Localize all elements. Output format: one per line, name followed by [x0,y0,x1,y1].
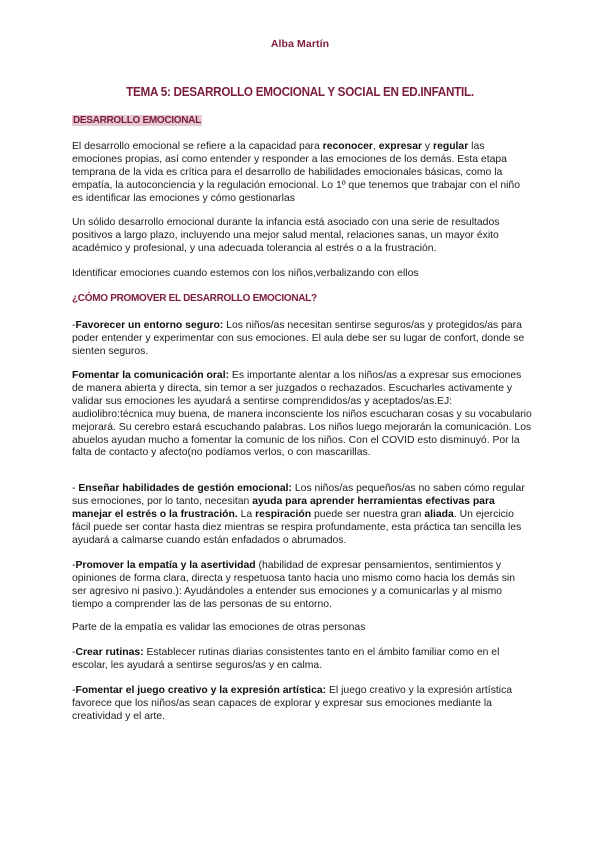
list-item-entorno-seguro: -Favorecer un entorno seguro: Los niños/as necesitan sentirse seguros/as y protegidos/as para poder entender y experimentar con sus emociones. El aula debe ser su lugar de confort, donde se sienten seguros. [72,320,525,357]
list-item-crear-rutinas: -Crear rutinas: Establecer rutinas diarias consistentes tanto en el ámbito familiar como en el escolar, les ayudará a sentirse seguros/as y en calma. [72,647,500,671]
list-item-comunicacion-oral: Fomentar la comunicación oral: Es importante alentar a los niños/as a expresar sus emociones de manera abierta y directa, sin temor a ser juzgados o rechazados. Escucharles activamente y validar sus emociones les ayudará a sentirse comprendidos/as y aceptados/as.EJ: audiolibro:técnica muy buena, de manera inconsciente los niños escucharan cosas y su vocabulario mejorará. Su cerebro estará escuchando palabras. Los niños luego mejorarán la comunicación. Los abuelos ayudan mucho a fomentar la comunic de los niños. Con el COVID esto disminuyó. Por la falta de contacto y afecto(no podíamos verlos, o con mascarillas. [72,370,532,459]
list-item-empatia-asertividad: -Promover la empatía y la asertividad (habilidad de expresar pensamientos, sentimientos y opiniones de forma clara, directa y respetuosa tanto hacia uno mismo como hacia los demás sin ser agresivo ni pasivo.): Ayudándoles a entender sus emociones y a comunicarlas y al mismo tiempo a comprender las de las personas de su entorno. [72,560,515,610]
author-header: Alba Martín [270,38,330,50]
paragraph-empathy-note: Parte de la empatía es validar las emociones de otras personas [72,622,366,633]
section-heading-text: DESARROLLO EMOCIONAL [73,115,201,126]
section-heading-promover: ¿CÓMO PROMOVER EL DESARROLLO EMOCIONAL? [72,293,317,304]
page-title: TEMA 5: DESARROLLO EMOCIONAL Y SOCIAL EN ED.INFANTIL. [126,84,474,99]
paragraph-definition: El desarrollo emocional se refiere a la capacidad para reconocer, expresar y regular las emociones propias, así como entender y responder a las emociones de los demás. Esta etapa temprana de la vida es crítica para el desarrollo de habilidades emocionales básicas, como la empatía, la autoconciencia y la regulación emocional. Lo 1º que tenemos que trabajar con el niño es identificar las emociones y cómo gestionarlas [72,141,520,204]
list-item-gestion-emocional: - Enseñar habilidades de gestión emocional: Los niños/as pequeños/as no saben cómo regular sus emociones, por lo tanto, necesitan ayuda para aprender herramientas efectivas para manejar el estrés o la frustración. La respiración puede ser nuestra gran aliada. Un ejercicio fácil puede ser contar hasta diez mientras se respira profundamente, esta práctica tan sencilla les ayudará a calmarse cuando están enfadados o abrumados. [72,483,525,546]
paragraph-identify: Identificar emociones cuando estemos con los niños,verbalizando con ellos [72,268,419,279]
paragraph-benefits: Un sólido desarrollo emocional durante la infancia está asociado con una serie de resultados positivos a largo plazo, incluyendo una mejor salud mental, relaciones sanas, un mayor éxito académico y profesional, y una adecuada tolerancia al estrés o a la frustración. [72,217,500,254]
section-heading-desarrollo [72,115,202,126]
list-item-juego-creativo: -Fomentar el juego creativo y la expresión artística: El juego creativo y la expresión artística favorece que los niños/as sean capaces de explorar y expresar sus emociones mediante la creatividad y el arte. [72,685,513,722]
